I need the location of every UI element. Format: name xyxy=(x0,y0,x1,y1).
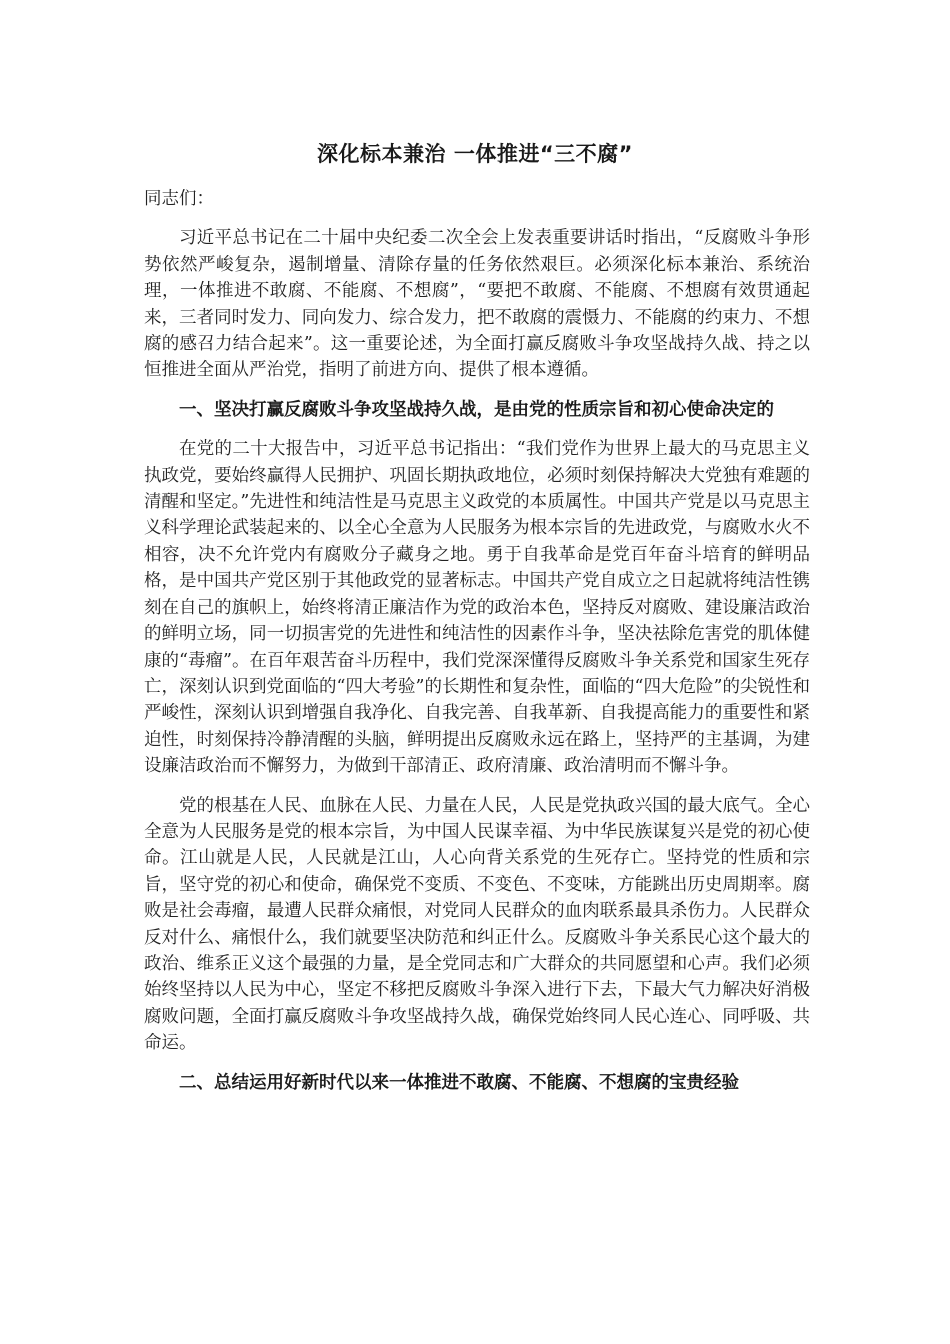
document-title: 深化标本兼治 一体推进“三不腐” xyxy=(317,142,633,166)
document-body xyxy=(144,186,810,1109)
salutation: 同志们： xyxy=(144,189,214,209)
paragraph-section-1-a: 在党的二十大报告中，习近平总书记指出：“我们党作为世界上最大的马克思主义执政党，要始终赢得人民拥护、巩固长期执政地位，必须时刻保持解决大党独有难题的清醒和坚定。”先进性和纯洁性是马克思主义政党的本质属性。中国共产党是以马克思主义科学理论武装起来的、以全心全意为人民服务为根本宗旨的先进政党，与腐败水火不相容，决不允许党内有腐败分子藏身之地。勇于自我革命是党百年奋斗培育的鲜明品格，是中国共产党区别于其他政党的显著标志。中国共产党自成立之日起就将纯洁性镌刻在自己的旗帜上，始终将清正廉洁作为党的政治本色，坚持反对腐败、建设廉洁政治的鲜明立场，同一切损害党的先进性和纯洁性的因素作斗争，坚决祛除危害党的肌体健康的“毒瘤”。在百年艰苦奋斗历程中，我们党深深懂得反腐败斗争关系党和国家生死存亡，深刻认识到党面临的“四大考验”的长期性和复杂性，面临的“四大危险”的尖锐性和严峻性，深刻认识到增强自我净化、自我完善、自我革新、自我提高能力的重要性和紧迫性，时刻保持冷静清醒的头脑，鲜明提出反腐败永远在路上，坚持严的主基调，为建设廉洁政治而不懈努力，为做到干部清正、政府清廉、政治清明而不懈斗争。 xyxy=(144,439,810,777)
paragraph-intro: 习近平总书记在二十届中央纪委二次全会上发表重要讲话时指出，“反腐败斗争形势依然严峻复杂，遏制增量、清除存量的任务依然艰巨。必须深化标本兼治、系统治理，一体推进不敢腐、不能腐、不想腐”，“要把不敢腐、不能腐、不想腐有效贯通起来，三者同时发力、同向发力、综合发力，把不敢腐的震慑力、不能腐的约束力、不想腐的感召力结合起来”。这一重要论述，为全面打赢反腐败斗争攻坚战持久战、持之以恒推进全面从严治党，指明了前进方向、提供了根本遵循。 xyxy=(144,228,810,381)
paragraph-section-1-b: 党的根基在人民、血脉在人民、力量在人民，人民是党执政兴国的最大底气。全心全意为人民服务是党的根本宗旨，为中国人民谋幸福、为中华民族谋复兴是党的初心使命。江山就是人民，人民就是江山，人心向背关系党的生死存亡。坚持党的性质和宗旨，坚守党的初心和使命，确保党不变质、不变色、不变味，方能跳出历史周期率。腐败是社会毒瘤，最遭人民群众痛恨，对党同人民群众的血肉联系最具杀伤力。人民群众反对什么、痛恨什么，我们就要坚决防范和纠正什么。反腐败斗争关系民心这个最大的政治、维系正义这个最强的力量，是全党同志和广大群众的共同愿望和心声。我们必须始终坚持以人民为中心，坚定不移把反腐败斗争深入进行下去，下最大气力解决好消极腐败问题，全面打赢反腐败斗争攻坚战持久战，确保党始终同人民心连心、同呼吸、共命运。 xyxy=(144,795,810,1054)
section-heading-2: 二、总结运用好新时代以来一体推进不敢腐、不能腐、不想腐的宝贵经验 xyxy=(179,1072,739,1093)
section-heading-1: 一、坚决打赢反腐败斗争攻坚战持久战，是由党的性质宗旨和初心使命决定的 xyxy=(179,399,774,420)
